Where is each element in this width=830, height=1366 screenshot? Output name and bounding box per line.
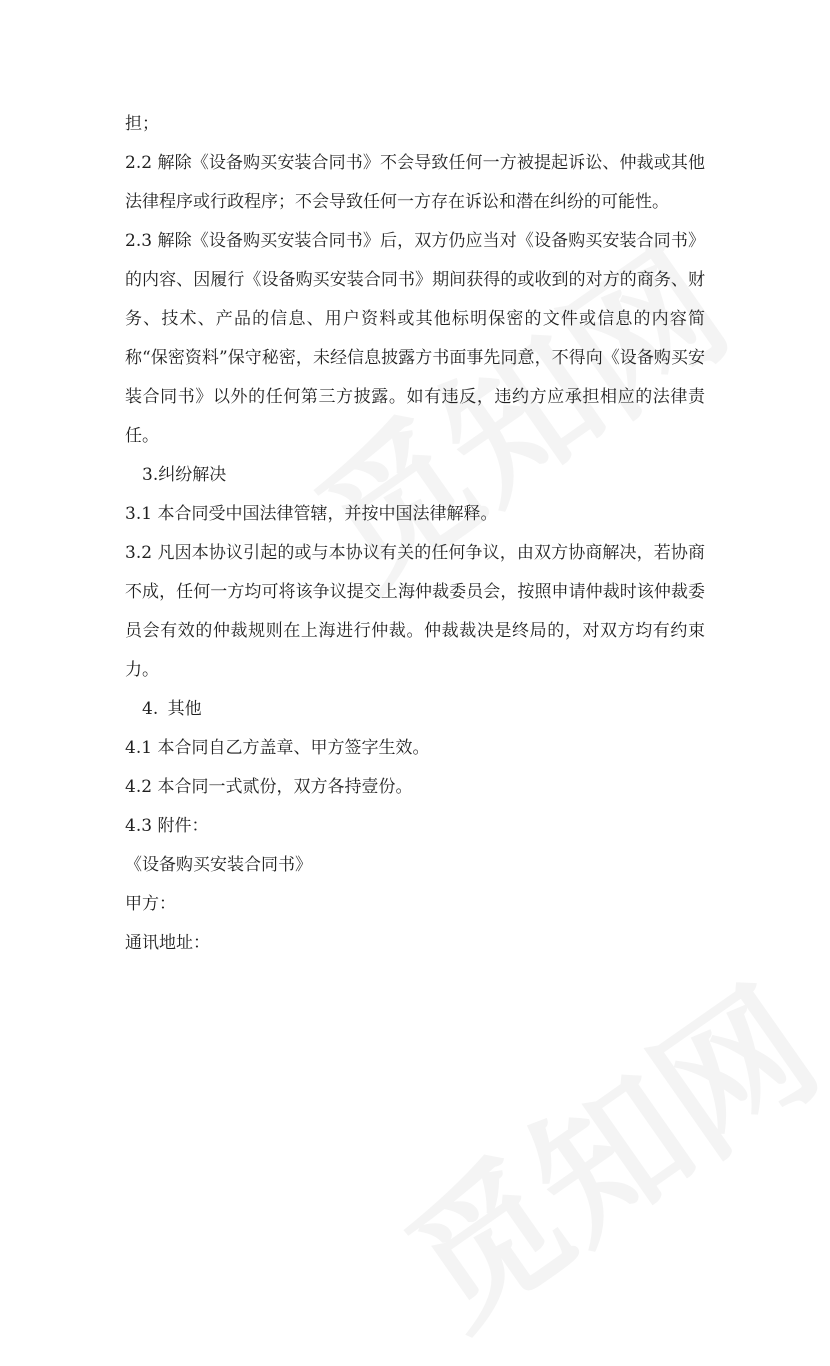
- clause-3-1: 3.1 本合同受中国法律管辖，并按中国法律解释。: [125, 504, 498, 524]
- address-label: 通讯地址：: [125, 933, 210, 953]
- document-body: [125, 105, 705, 963]
- clause-3-2: 3.2 凡因本协议引起的或与本协议有关的任何争议，由双方协商解决，若协商不成，任何一方均可将该争议提交上海仲裁委员会，按照申请仲裁时该仲裁委员会有效的仲裁规则在上海进行仲裁。仲裁裁决是终局的，对双方均有约束力。: [125, 543, 705, 680]
- clause-2-2: 2.2 解除《设备购买安装合同书》不会导致任何一方被提起诉讼、仲裁或其他法律程序或行政程序；不会导致任何一方存在诉讼和潜在纠纷的可能性。: [125, 153, 705, 212]
- clause-4-2: 4.2 本合同一式贰份，双方各持壹份。: [125, 777, 413, 797]
- clause-2-3: 2.3 解除《设备购买安装合同书》后，双方仍应当对《设备购买安装合同书》的内容、因履行《设备购买安装合同书》期间获得的或收到的对方的商务、财务、技术、产品的信息、用户资料或其他标明保密的文件或信息的内容简称“保密资料”保守秘密，未经信息披露方书面事先同意，不得向《设备购买安装合同书》以外的任何第三方披露。如有违反，违约方应承担相应的法律责任。: [125, 231, 705, 446]
- clause-4-1: 4.1 本合同自乙方盖章、甲方签字生效。: [125, 738, 430, 758]
- section-heading-other: 4. 其他: [142, 699, 202, 719]
- clause-4-3: 4.3 附件：: [125, 816, 209, 836]
- paragraph-continuation: 担；: [125, 114, 159, 134]
- party-a-label: 甲方：: [125, 894, 176, 914]
- attachment-title: 《设备购买安装合同书》: [125, 855, 312, 875]
- watermark: [359, 930, 830, 1365]
- section-heading-dispute-resolution: 3.纠纷解决: [142, 465, 227, 485]
